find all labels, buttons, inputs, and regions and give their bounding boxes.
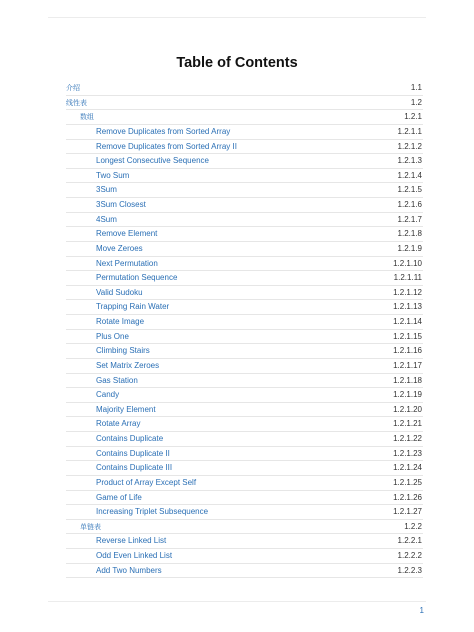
toc-entry-link[interactable]: Increasing Triplet Subsequence	[96, 507, 209, 517]
toc-entry[interactable]	[66, 388, 423, 403]
toc-entry-link[interactable]: 线性表	[66, 98, 87, 107]
toc-entry[interactable]	[66, 286, 423, 301]
page-number: 1	[419, 606, 424, 615]
toc-entry-link[interactable]: Game of Life	[96, 492, 142, 502]
toc-entry-number: 1.2.1.10	[393, 258, 422, 268]
toc-entry[interactable]	[66, 271, 423, 286]
toc-entry-number: 1.2.1.24	[393, 463, 422, 473]
toc-entry-link[interactable]: Next Permutation	[96, 258, 158, 268]
toc-entry[interactable]	[66, 169, 423, 184]
toc-entry-link[interactable]: 4Sum	[96, 214, 117, 224]
toc-entry-number: 1.2.1.20	[393, 404, 422, 414]
toc-entry-number: 1.2.1	[404, 112, 422, 122]
toc-entry-number: 1.2.1.13	[393, 302, 422, 312]
toc-entry-number: 1.2.1.22	[393, 434, 422, 443]
toc-entry[interactable]	[66, 549, 423, 564]
toc-entry[interactable]	[66, 432, 423, 447]
toc-entry[interactable]	[66, 81, 423, 96]
toc-entry[interactable]	[66, 300, 423, 315]
toc-entry[interactable]	[66, 198, 423, 213]
toc-entry-link[interactable]: Remove Duplicates from Sorted Array	[96, 126, 231, 136]
toc-entry[interactable]	[66, 491, 423, 506]
toc-entry[interactable]	[66, 520, 423, 535]
toc-entry-number: 1.2.1.9	[397, 243, 422, 253]
toc-entry-link[interactable]: 数组	[80, 113, 94, 122]
toc-entry[interactable]	[66, 330, 423, 345]
toc-entry[interactable]	[66, 344, 423, 359]
toc-entry[interactable]	[66, 461, 423, 476]
toc-entry-number: 1.2.2	[404, 521, 422, 531]
toc-entry-number: 1.2.1.26	[393, 492, 422, 502]
toc-entry-number: 1.2.1.25	[393, 477, 422, 487]
toc-entry-link[interactable]: Rotate Array	[96, 419, 141, 429]
toc-entry-link[interactable]: Set Matrix Zeroes	[96, 360, 160, 370]
toc-entry[interactable]	[66, 359, 423, 374]
toc-entry[interactable]	[66, 534, 423, 549]
toc-entry[interactable]	[66, 315, 423, 330]
toc-entry[interactable]	[66, 417, 423, 432]
toc-entry-number: 1.2.1.2	[397, 141, 422, 151]
toc-entry[interactable]	[66, 257, 423, 272]
toc-entry-link[interactable]: Remove Element	[96, 229, 158, 239]
toc-entry-number: 1.1	[410, 83, 422, 92]
toc-entry-number: 1.2.1.23	[393, 448, 422, 458]
toc-entry-link[interactable]: Gas Station	[96, 375, 138, 385]
toc-entry-link[interactable]: Climbing Stairs	[96, 346, 150, 356]
toc-entry[interactable]	[66, 213, 423, 228]
toc-entry-number: 1.2.1.8	[397, 229, 422, 239]
toc-entry[interactable]	[66, 154, 423, 169]
toc-entry-link[interactable]: Plus One	[96, 331, 129, 341]
toc-entry-number: 1.2.1.27	[393, 507, 422, 517]
toc-entry[interactable]	[66, 403, 423, 418]
toc-entry-link[interactable]: Permutation Sequence	[96, 273, 178, 283]
toc-entry-number: 1.2.2.1	[397, 536, 422, 546]
toc-entry-link[interactable]: Contains Duplicate	[96, 434, 164, 443]
toc-entry-link[interactable]: Rotate Image	[96, 317, 145, 326]
toc-entry-link[interactable]: Valid Sudoku	[96, 287, 143, 297]
top-divider	[48, 17, 426, 18]
toc-entry-number: 1.2.1.11	[393, 273, 422, 283]
bottom-divider	[48, 601, 426, 602]
toc-entry-number: 1.2.1.19	[393, 390, 422, 400]
toc-entry-number: 1.2.1.18	[393, 375, 422, 385]
toc-entry[interactable]	[66, 505, 423, 520]
toc-entry-link[interactable]: Reverse Linked List	[96, 536, 167, 546]
toc-entry[interactable]	[66, 564, 423, 579]
toc-entry-link[interactable]: Majority Element	[96, 404, 156, 414]
toc-entry-number: 1.2.1.4	[397, 170, 422, 180]
toc-entry[interactable]	[66, 447, 423, 462]
toc-entry-link[interactable]: Longest Consecutive Sequence	[96, 156, 209, 166]
toc-entry-number: 1.2.1.17	[393, 360, 422, 370]
toc-entry-number: 1.2.1.16	[393, 346, 422, 356]
toc-entry[interactable]	[66, 96, 423, 111]
toc-entry-number: 1.2.2.2	[397, 551, 422, 560]
toc-entry-link[interactable]: Remove Duplicates from Sorted Array II	[96, 141, 237, 151]
toc-entry-link[interactable]: Add Two Numbers	[96, 565, 162, 575]
toc-entry-link[interactable]: Contains Duplicate II	[96, 448, 170, 458]
toc-entry-link[interactable]: Contains Duplicate III	[96, 463, 173, 473]
toc-entry[interactable]	[66, 242, 423, 257]
toc-entry-number: 1.2.1.12	[393, 287, 422, 297]
toc-entry-number: 1.2.1.1	[397, 126, 422, 136]
toc-entry-link[interactable]: Two Sum	[96, 170, 130, 180]
toc-entry-link[interactable]: 单链表	[80, 522, 101, 531]
toc-entry-link[interactable]: Trapping Rain Water	[96, 302, 170, 312]
toc-entry-link[interactable]: 3Sum Closest	[96, 200, 146, 209]
toc-entry-number: 1.2.1.21	[393, 419, 422, 429]
toc-entry-link[interactable]: 介绍	[66, 84, 80, 92]
toc-entry-number: 1.2.2.3	[397, 565, 422, 575]
table-of-contents	[66, 81, 423, 578]
toc-entry-link[interactable]: Product of Array Except Self	[96, 477, 197, 487]
toc-entry-link[interactable]: Candy	[96, 390, 120, 400]
toc-entry[interactable]	[66, 476, 423, 491]
toc-entry-number: 1.2	[410, 97, 422, 107]
toc-entry[interactable]	[66, 374, 423, 389]
toc-entry[interactable]	[66, 110, 423, 125]
toc-entry-number: 1.2.1.6	[397, 200, 422, 209]
page-title: Table of Contents	[176, 55, 298, 71]
toc-entry-link[interactable]: Odd Even Linked List	[96, 551, 173, 560]
toc-entry[interactable]	[66, 183, 423, 198]
toc-entry-number: 1.2.1.5	[397, 185, 422, 195]
toc-entry[interactable]	[66, 227, 423, 242]
toc-entry-number: 1.2.1.14	[393, 317, 422, 326]
toc-entry-link[interactable]: Move Zeroes	[96, 243, 143, 253]
toc-entry[interactable]	[66, 140, 423, 155]
toc-entry-number: 1.2.1.7	[397, 214, 422, 224]
toc-entry-link[interactable]: 3Sum	[96, 185, 117, 195]
toc-entry[interactable]	[66, 125, 423, 140]
toc-entry-number: 1.2.1.3	[397, 156, 422, 166]
toc-entry-number: 1.2.1.15	[393, 331, 422, 341]
